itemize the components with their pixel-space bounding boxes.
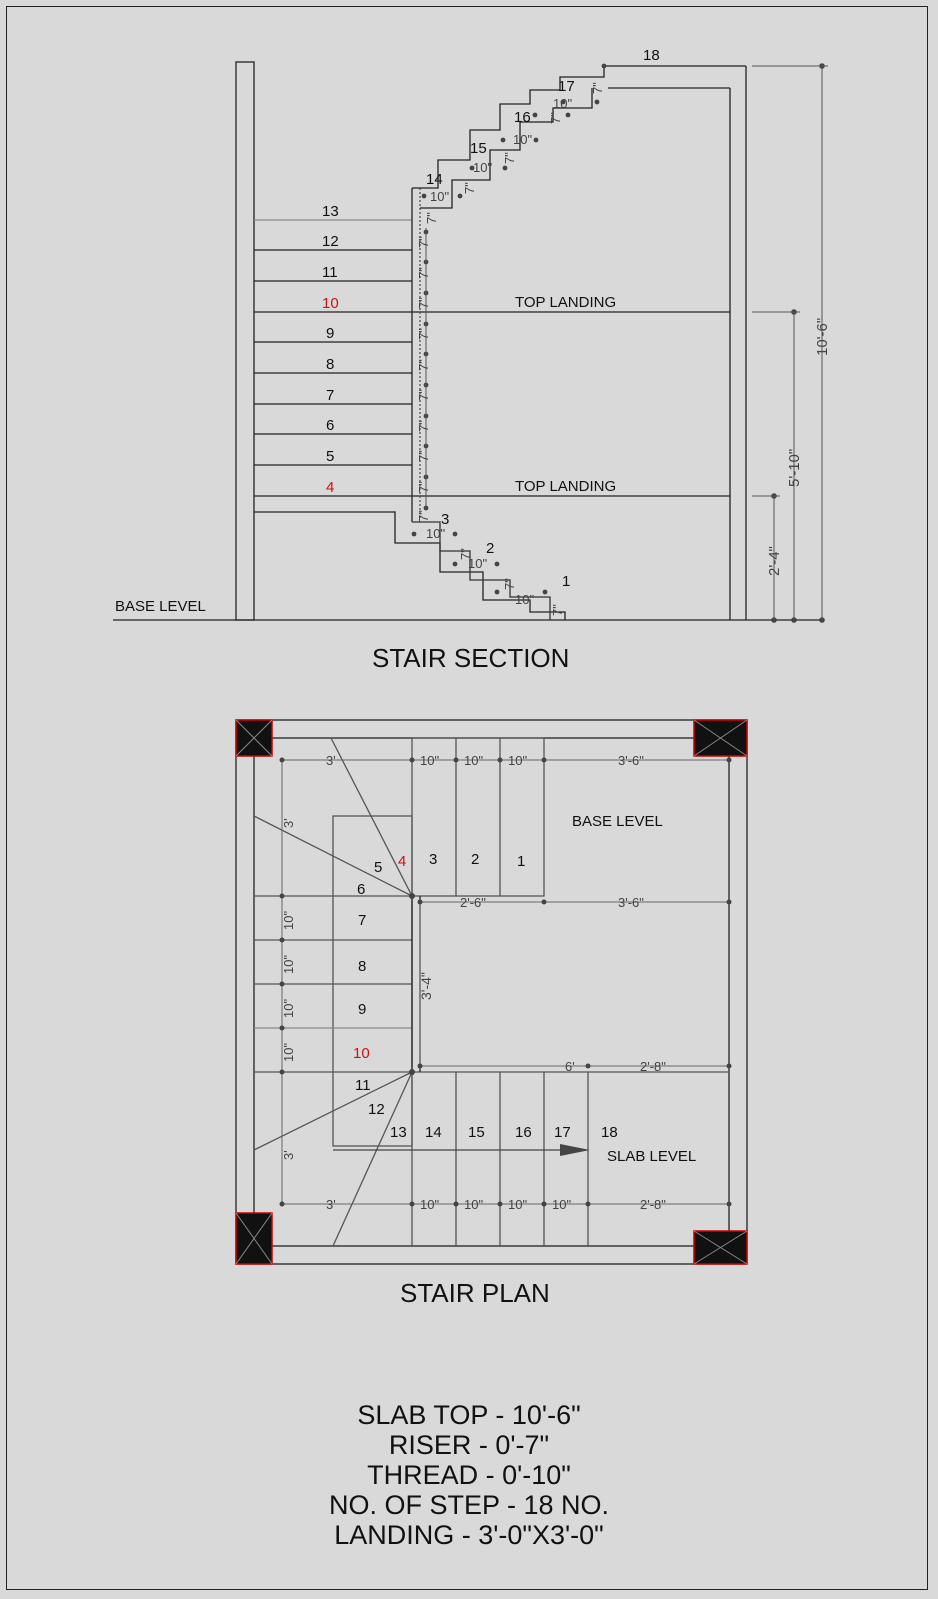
upper-landing-dim: 5'-10" bbox=[786, 448, 803, 487]
step-number: 18 bbox=[601, 1124, 618, 1141]
step-number: 6 bbox=[357, 881, 366, 898]
tread-label: 10" bbox=[553, 96, 573, 111]
riser-label: 7" bbox=[416, 389, 431, 401]
step-number: 3 bbox=[441, 511, 450, 528]
riser-label: 7" bbox=[502, 152, 517, 164]
tread-label: 10" bbox=[426, 526, 446, 541]
dim-label: 2'-6" bbox=[460, 895, 486, 910]
step-number: 15 bbox=[468, 1124, 485, 1141]
column-icon bbox=[236, 1213, 272, 1264]
step-number: 8 bbox=[326, 356, 335, 373]
step-number: 7 bbox=[326, 387, 335, 404]
riser-label: 7" bbox=[502, 578, 517, 590]
dim-label: 3' bbox=[326, 753, 336, 768]
step-number: 1 bbox=[517, 853, 526, 870]
tread-label: 10" bbox=[473, 160, 493, 175]
dim-label: 2'-8" bbox=[640, 1059, 666, 1074]
dim-label: 10" bbox=[464, 753, 484, 768]
dim-label: 10" bbox=[281, 954, 296, 974]
dim-label: 10" bbox=[464, 1197, 484, 1212]
note-riser: RISER - 0'-7" bbox=[388, 1430, 550, 1460]
riser-label: 7" bbox=[424, 212, 439, 224]
step-number: 13 bbox=[322, 203, 339, 220]
step-number: 3 bbox=[429, 851, 438, 868]
riser-label: 7" bbox=[590, 82, 605, 94]
column-icon bbox=[236, 720, 272, 756]
center-dim-label: 3'-4" bbox=[418, 972, 434, 1000]
step-number: 15 bbox=[470, 140, 487, 157]
riser-label: 7" bbox=[416, 510, 431, 522]
section-base-level-label: BASE LEVEL bbox=[115, 598, 206, 615]
dim-label: 10" bbox=[420, 1197, 440, 1212]
riser-label: 7" bbox=[458, 548, 473, 560]
step-number: 7 bbox=[358, 912, 367, 929]
step-number: 12 bbox=[368, 1101, 385, 1118]
tread-label: 10" bbox=[468, 556, 488, 571]
step-number: 17 bbox=[558, 78, 575, 95]
riser-label: 7" bbox=[416, 450, 431, 462]
riser-label: 7" bbox=[548, 112, 563, 124]
riser-label: 7" bbox=[416, 481, 431, 493]
dim-label: 3' bbox=[326, 1197, 336, 1212]
step-number-highlight: 4 bbox=[326, 479, 335, 496]
corner-columns bbox=[236, 720, 747, 1264]
stair-notes bbox=[0, 1400, 938, 1550]
tread-label: 10" bbox=[513, 132, 533, 147]
note-thread: THREAD - 0'-10" bbox=[367, 1460, 571, 1490]
step-number: 2 bbox=[471, 851, 480, 868]
plan-dim-markers bbox=[280, 758, 732, 1207]
dim-label: 2'-8" bbox=[640, 1197, 666, 1212]
note-slab-top: SLAB TOP - 10'-6" bbox=[357, 1400, 581, 1430]
riser-label: 7" bbox=[416, 267, 431, 279]
step-number: 9 bbox=[358, 1001, 367, 1018]
dim-label: 10" bbox=[508, 753, 528, 768]
step-number-highlight: 4 bbox=[398, 853, 407, 870]
direction-arrow-icon bbox=[560, 1144, 590, 1156]
plan-base-level-label: BASE LEVEL bbox=[572, 813, 663, 830]
section-title: STAIR SECTION bbox=[372, 643, 570, 673]
riser-label: 7" bbox=[416, 236, 431, 248]
tread-label: 10" bbox=[515, 592, 535, 607]
dim-label: 10" bbox=[281, 1042, 296, 1062]
step-number: 16 bbox=[514, 109, 531, 126]
step-number: 11 bbox=[322, 264, 338, 281]
section-tread-labels bbox=[426, 96, 572, 607]
step-number-highlight: 10 bbox=[322, 295, 339, 312]
riser-label: 7" bbox=[416, 297, 431, 309]
column-icon bbox=[694, 720, 747, 756]
dim-label: 3'-6" bbox=[618, 895, 644, 910]
step-number: 9 bbox=[326, 325, 335, 342]
step-number: 8 bbox=[358, 958, 367, 975]
section-step-numbers bbox=[322, 47, 660, 590]
riser-label: 7" bbox=[462, 182, 477, 194]
column-icon bbox=[694, 1231, 747, 1264]
step-number: 13 bbox=[390, 1124, 407, 1141]
plan-left-dims bbox=[281, 818, 434, 1160]
step-number: 11 bbox=[355, 1077, 371, 1094]
riser-label: 7" bbox=[416, 328, 431, 340]
dim-label: 10" bbox=[281, 910, 296, 930]
step-number: 5 bbox=[326, 448, 335, 465]
step-number: 1 bbox=[562, 573, 571, 590]
dim-label: 10" bbox=[508, 1197, 528, 1212]
total-height-dim: 10'-6" bbox=[814, 317, 831, 356]
riser-label: 7" bbox=[416, 420, 431, 432]
plan-title: STAIR PLAN bbox=[400, 1278, 550, 1308]
top-landing-label: TOP LANDING bbox=[515, 478, 617, 495]
dim-label: 3'-6" bbox=[618, 753, 644, 768]
tread-label: 10" bbox=[430, 189, 450, 204]
step-number: 12 bbox=[322, 233, 339, 250]
stair-section bbox=[113, 62, 822, 620]
note-landing: LANDING - 3'-0"X3'-0" bbox=[334, 1520, 604, 1550]
plan-slab-level-label: SLAB LEVEL bbox=[607, 1148, 697, 1165]
step-number: 6 bbox=[326, 417, 335, 434]
step-number: 2 bbox=[486, 540, 495, 557]
step-number: 14 bbox=[425, 1124, 442, 1141]
step-number: 18 bbox=[643, 47, 660, 64]
dim-label: 10" bbox=[420, 753, 440, 768]
dim-label: 3' bbox=[281, 1150, 296, 1160]
step-number: 5 bbox=[374, 859, 383, 876]
dim-label: 10" bbox=[281, 998, 296, 1018]
stair-plan bbox=[236, 720, 747, 1264]
riser-label: 7" bbox=[416, 359, 431, 371]
dim-label: 3' bbox=[281, 818, 296, 828]
step-number: 16 bbox=[515, 1124, 532, 1141]
dim-label: 6' bbox=[565, 1059, 575, 1074]
dim-label: 10" bbox=[552, 1197, 572, 1212]
step-number: 17 bbox=[554, 1124, 571, 1141]
note-step-count: NO. OF STEP - 18 NO. bbox=[328, 1490, 610, 1520]
step-number: 14 bbox=[426, 171, 443, 188]
left-wall bbox=[236, 62, 254, 620]
lower-landing-dim: 2'-4" bbox=[766, 546, 783, 576]
step-number-highlight: 10 bbox=[353, 1045, 370, 1062]
riser-label: 7" bbox=[550, 604, 565, 616]
top-landing-label: TOP LANDING bbox=[515, 294, 617, 311]
plan-outer-wall bbox=[236, 720, 747, 1264]
